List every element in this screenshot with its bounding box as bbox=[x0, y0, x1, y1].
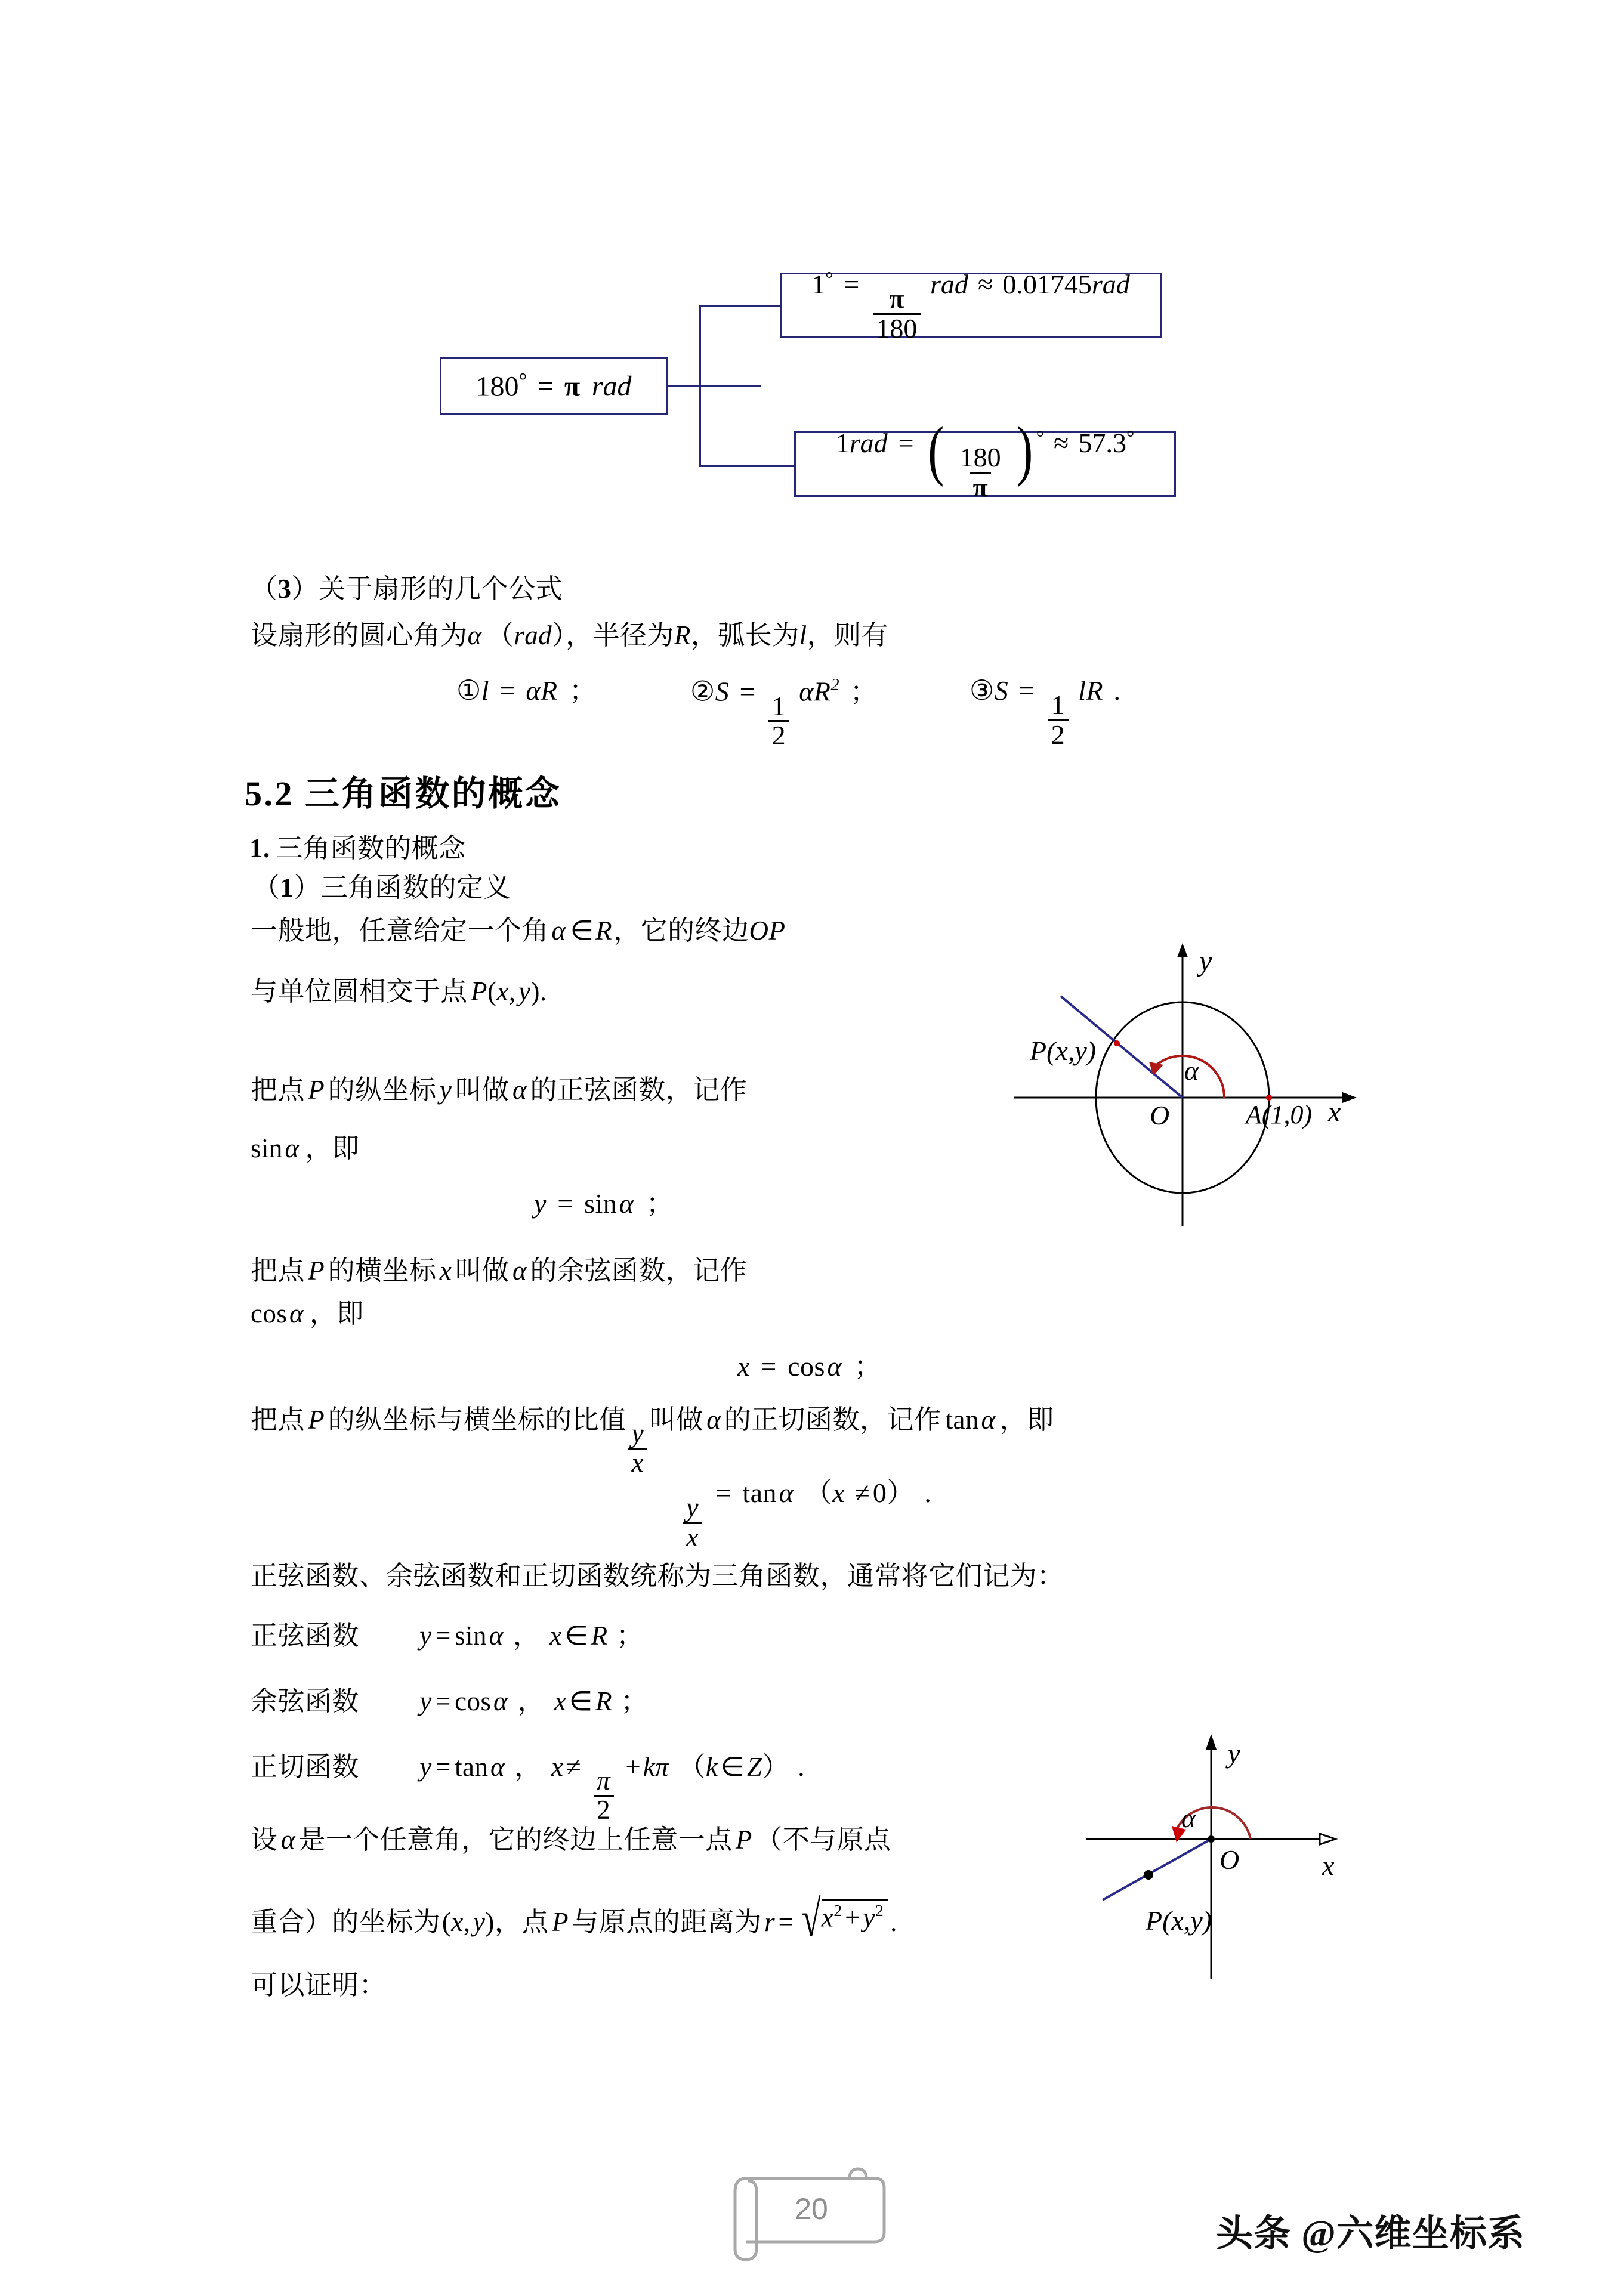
arbitrary-angle-line-1 bbox=[251, 1827, 891, 1853]
tan-def-text-b: 的纵坐标与横坐标的比值 bbox=[328, 1405, 626, 1435]
flowchart-connector-vertical bbox=[699, 305, 701, 467]
arbitrary-angle-line-2: 重合）的坐标为(x, y)，点 P 与原点的距离为 r = √ $x^2 + y^2$ . bbox=[251, 1891, 897, 1947]
tan-def-text-a: 把点 bbox=[251, 1405, 305, 1435]
cos-def-text-a: 把点 bbox=[251, 1256, 305, 1285]
flowchart-top-expression: 1° = $\frac{\pi}{180}$ rad ≈ 0.01745rad bbox=[811, 268, 1130, 344]
sector-formula-2: ②S = $\frac{1}{2}$ $\alpha R^2$ ； bbox=[690, 676, 878, 751]
label-y-axis: y bbox=[1228, 1738, 1240, 1769]
tan-def-fraction: $\frac{y}{x}$ bbox=[628, 1420, 647, 1477]
angle-arrow-icon bbox=[1149, 1062, 1163, 1076]
cos-def-P: P bbox=[308, 1256, 325, 1285]
sin-notation-suffix: ，即 bbox=[305, 1133, 360, 1163]
sin-def-y: y bbox=[439, 1075, 452, 1105]
page-title: 5.2 三角函数的概念 bbox=[245, 774, 562, 813]
function-sin-row: 正弦函数 y = sinα ， x ∈ R ； bbox=[251, 1621, 644, 1651]
line-general-alpha: α bbox=[551, 916, 566, 945]
sector-intro: 设扇形的圆心角为α （rad），半径为R，弧长为l，则有 bbox=[251, 620, 888, 650]
flowchart-root-box bbox=[440, 357, 668, 415]
sin-notation-line: sinα ，即 bbox=[251, 1133, 360, 1163]
label-y-axis: y bbox=[1199, 945, 1212, 977]
line-unit-circle: 与单位圆相交于点 P(x, y). bbox=[251, 977, 547, 1006]
label-point-A: A(1,0) bbox=[1246, 1100, 1313, 1129]
flowchart-top-box bbox=[780, 268, 1162, 344]
label-origin-O: O bbox=[1219, 1844, 1240, 1875]
line-general-OP: OP bbox=[749, 916, 786, 945]
sin-def-alpha: α bbox=[512, 1075, 527, 1105]
arbitrary-P: P bbox=[735, 1825, 752, 1855]
line-general-in: ∈ bbox=[570, 916, 594, 945]
arbitrary-text-f: 与原点的距离为 bbox=[572, 1906, 762, 1937]
tan-def-suffix: ，即 bbox=[999, 1405, 1054, 1435]
sin-def-P: P bbox=[308, 1075, 325, 1105]
line-general-angle bbox=[251, 917, 785, 944]
unit-circle-svg bbox=[990, 916, 1360, 1241]
label-x-axis: x bbox=[1328, 1096, 1341, 1128]
line-unit-circle-period: . bbox=[539, 977, 547, 1006]
subsection-1-label: 三角函数的概念 bbox=[276, 833, 466, 863]
line-general-text-b: ，它的终边 bbox=[613, 916, 749, 945]
sin-def-text-b: 的纵坐标 bbox=[328, 1075, 437, 1105]
function-tan-row: 正切函数 y = tanα ， x ≠ $\frac{\pi}{2}$ +kπ （k ∈ Z） . bbox=[251, 1752, 805, 1825]
terminal-side-svg bbox=[1074, 1703, 1348, 1989]
x-axis-arrow-icon bbox=[1342, 1092, 1357, 1103]
cos-notation-suffix: ，即 bbox=[309, 1299, 364, 1328]
sector-intro-l: l bbox=[799, 620, 807, 650]
sin-def-text-c: 叫做 bbox=[455, 1075, 510, 1105]
x-axis-arrow-icon bbox=[1320, 1834, 1335, 1844]
line-general-R: R bbox=[595, 916, 613, 945]
label-point-P: P(x,y) bbox=[1146, 1905, 1212, 1936]
flowchart-connector-stem bbox=[668, 385, 761, 387]
point-P-marker bbox=[1114, 1040, 1120, 1046]
cos-def-text-d: 的余弦函数，记作 bbox=[530, 1256, 748, 1285]
watermark-text: 头条 @六维坐标系 bbox=[1216, 2214, 1526, 2254]
line-general-text: 一般地，任意给定一个角 bbox=[251, 916, 549, 945]
line-unit-circle-text: 与单位圆相交于点 bbox=[251, 977, 468, 1006]
cos-def-x: x bbox=[439, 1256, 452, 1285]
function-cos-label: 余弦函数 bbox=[251, 1686, 359, 1716]
tan-def-P: P bbox=[308, 1405, 325, 1435]
arbitrary-text-c: （不与原点 bbox=[755, 1825, 891, 1855]
origin-marker bbox=[1208, 1835, 1215, 1843]
ribbon-svg bbox=[722, 2165, 901, 2264]
arbitrary-period: . bbox=[890, 1906, 897, 1937]
sin-def-text-a: 把点 bbox=[251, 1075, 305, 1105]
subsection-1a-title: （1）三角函数的定义 bbox=[253, 873, 511, 903]
sector-intro-R: R bbox=[674, 620, 691, 650]
sector-heading: （3）关于扇形的几个公式 bbox=[251, 574, 563, 604]
provable-line: 可以证明： bbox=[251, 1970, 387, 2000]
line-unit-circle-P: P bbox=[471, 977, 487, 1006]
label-angle-alpha: α bbox=[1181, 1803, 1196, 1833]
sin-definition-line bbox=[251, 1077, 747, 1104]
arbitrary-text-d: 重合）的坐标为 bbox=[251, 1906, 441, 1937]
tan-def-alpha: α bbox=[706, 1405, 721, 1435]
sector-formula-3: ③S = $\frac{1}{2}$ lR . bbox=[970, 675, 1121, 750]
square-root-expression: √ $x^2 + y^2$ bbox=[797, 1899, 888, 1939]
subsection-1-title bbox=[249, 835, 466, 862]
arbitrary-P2: P bbox=[552, 1906, 569, 1937]
flowchart-bottom-box bbox=[794, 413, 1176, 502]
function-cos-row: 余弦函数 y = cosα ， x ∈ R ； bbox=[251, 1686, 648, 1716]
sin-def-text-d: 的正弦函数，记作 bbox=[530, 1075, 748, 1105]
flowchart-root-expression: 180° = π rad bbox=[476, 369, 632, 403]
ribbon-left-curl bbox=[735, 2178, 757, 2260]
page-number-ribbon bbox=[722, 2165, 901, 2264]
cos-def-text-c: 叫做 bbox=[455, 1256, 510, 1285]
arbitrary-text-a: 设 bbox=[251, 1825, 278, 1855]
sector-intro-rad: rad bbox=[514, 620, 552, 650]
sector-formula-1: ①l = αR ； bbox=[456, 675, 597, 706]
tan-definition-line: 把点 P 的纵坐标与横坐标的比值 $\frac{y}{x}$ 叫做 α 的正切函数，记作 tanα ，即 bbox=[251, 1405, 1054, 1478]
cos-definition-line bbox=[251, 1257, 747, 1284]
cos-notation-line: cosα ，即 bbox=[251, 1299, 364, 1328]
subsection-1-number: 1. bbox=[249, 833, 270, 863]
equation-tan: $\frac{y}{x}$ = tanα （x ≠0） . bbox=[680, 1479, 931, 1552]
sector-intro-alpha: α bbox=[467, 620, 482, 650]
figure-terminal-side bbox=[1074, 1703, 1348, 1989]
cos-def-text-b: 的横坐标 bbox=[328, 1256, 437, 1285]
label-origin-O: O bbox=[1150, 1100, 1170, 1130]
tan-def-text-c: 叫做 bbox=[649, 1405, 703, 1435]
point-P-marker bbox=[1144, 1870, 1153, 1880]
function-sin-label: 正弦函数 bbox=[251, 1621, 359, 1651]
arbitrary-text-b: 是一个任意角，它的终边上任意一点 bbox=[298, 1825, 733, 1855]
function-tan-label: 正切函数 bbox=[251, 1752, 359, 1782]
label-angle-alpha: α bbox=[1184, 1055, 1199, 1086]
cos-def-alpha: α bbox=[512, 1256, 527, 1285]
tan-def-text-d: 的正切函数，记作 bbox=[724, 1405, 941, 1435]
flowchart-bottom-expression: 1rad = ( $\frac{180}{\pi}$ ) ° ≈ 57.3° bbox=[835, 413, 1135, 502]
label-point-P: P(x,y) bbox=[1030, 1036, 1097, 1066]
summary-line: 正弦函数、余弦函数和正切函数统称为三角函数，通常将它们记为： bbox=[251, 1561, 1064, 1591]
figure-unit-circle bbox=[990, 916, 1360, 1241]
terminal-ray-line bbox=[1103, 1839, 1211, 1900]
y-axis-arrow-icon bbox=[1206, 1734, 1217, 1750]
flowchart-connector-bottom bbox=[699, 465, 796, 467]
equation-sin: y = sinα ； bbox=[534, 1188, 674, 1219]
equation-cos: x = cosα ； bbox=[737, 1351, 882, 1382]
y-axis-arrow-icon bbox=[1177, 943, 1188, 957]
page-number-text: 20 bbox=[795, 2192, 828, 2226]
flowchart-connector-top bbox=[699, 305, 782, 307]
arbitrary-alpha: α bbox=[280, 1825, 295, 1855]
sector-intro-text-a: 设扇形的圆心角为 bbox=[251, 620, 468, 650]
label-x-axis: x bbox=[1322, 1850, 1335, 1881]
